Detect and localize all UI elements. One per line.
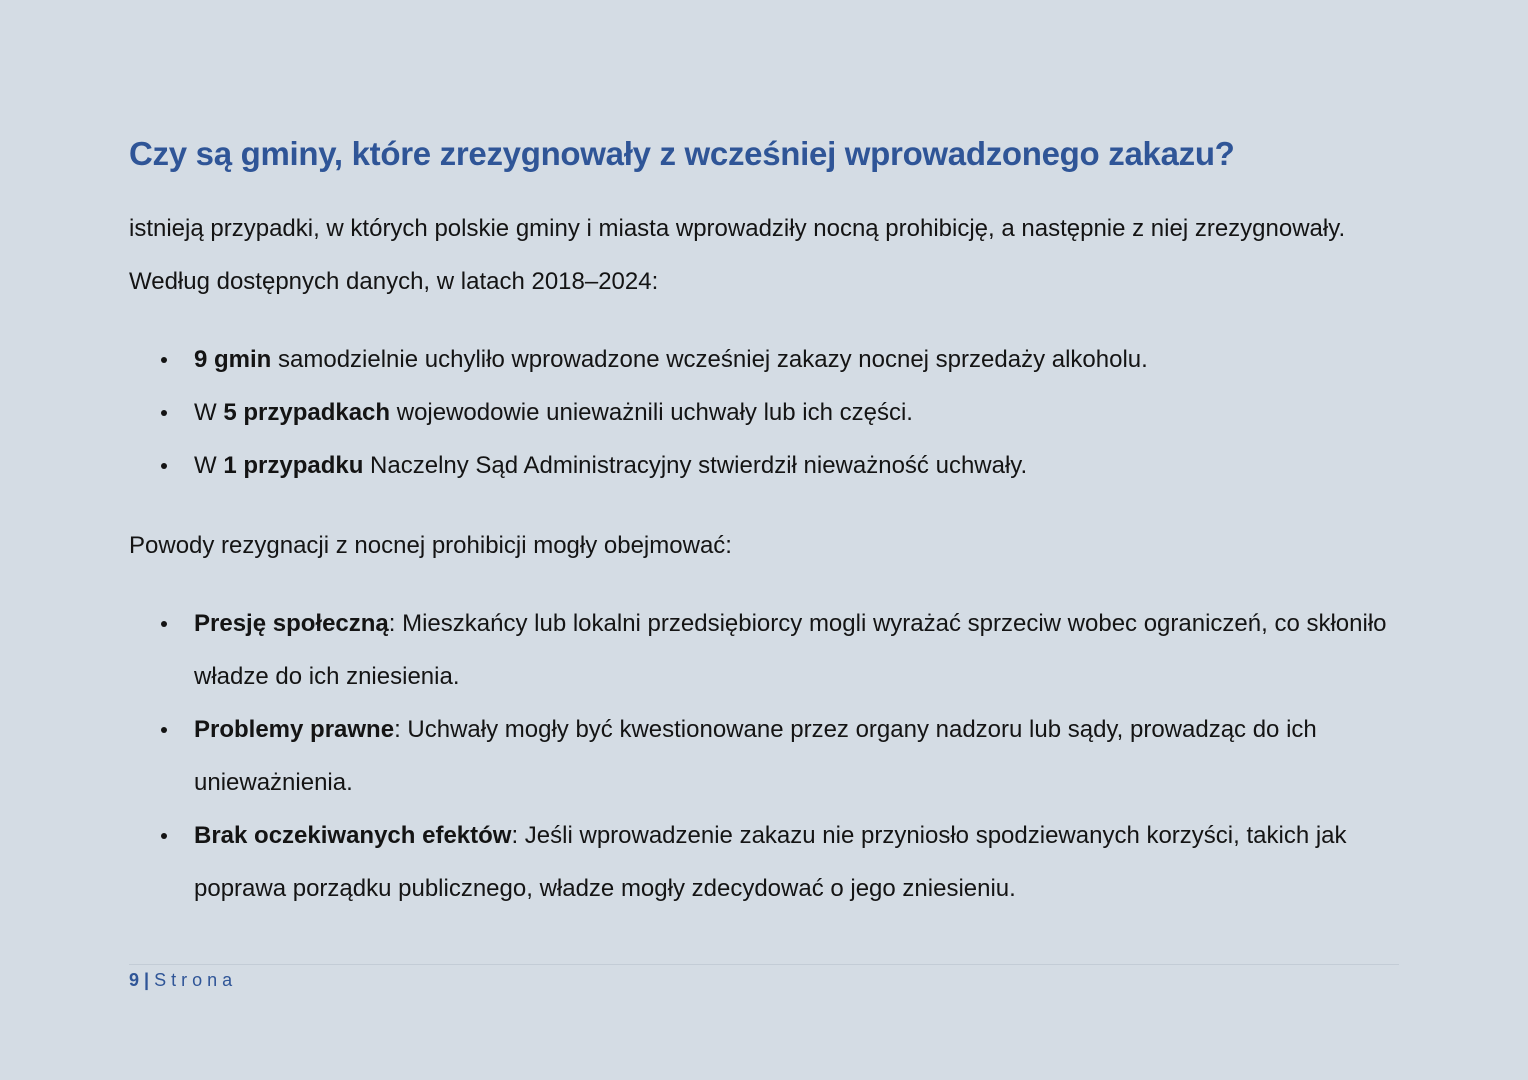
list-item	[129, 439, 1409, 492]
item-text: samodzielnie uchyliło wprowadzone wcześniej zakazy nocnej sprzedaży alkoholu.	[271, 346, 1148, 373]
reasons-intro: Powody rezygnacji z nocnej prohibicji mogły obejmować:	[129, 532, 732, 559]
footer-separator: |	[144, 970, 150, 990]
item-text: Naczelny Sąd Administracyjny stwierdził nieważność uchwały.	[363, 452, 1028, 479]
item-bold: Presję społeczną	[194, 610, 389, 637]
item-bold: Brak oczekiwanych efektów	[194, 822, 512, 849]
footer-label: Strona	[154, 970, 238, 990]
reasons-list	[129, 597, 1409, 915]
footer-divider	[129, 964, 1399, 965]
bullet-icon	[161, 410, 167, 416]
item-prefix: W	[194, 452, 224, 479]
item-prefix: W	[194, 399, 224, 426]
bullet-icon	[161, 463, 167, 469]
page-footer	[129, 968, 237, 992]
bullet-icon	[161, 357, 167, 363]
item-text: : Jeśli wprowadzenie zakazu nie przyniosło spodziewanych korzyści, takich jak poprawa porządku publicznego, władze mogły zdecydować o jego zniesieniu.	[194, 822, 1347, 902]
statistics-list	[129, 333, 1409, 492]
section-heading: Czy są gminy, które zrezygnowały z wcześniej wprowadzonego zakazu?	[129, 135, 1235, 172]
list-item	[129, 386, 1409, 439]
item-bold: 1 przypadku	[223, 452, 364, 479]
item-text: : Mieszkańcy lub lokalni przedsiębiorcy mogli wyrażać sprzeciw wobec ograniczeń, co skłoniło władze do ich zniesienia.	[194, 610, 1387, 690]
page-number: 9	[129, 970, 140, 990]
list-item	[129, 703, 1409, 809]
item-text: wojewodowie unieważnili uchwały lub ich części.	[390, 399, 913, 426]
bullet-icon	[161, 621, 167, 627]
list-item	[129, 333, 1409, 386]
bullet-icon	[161, 727, 167, 733]
item-bold: 5 przypadkach	[223, 399, 391, 426]
bullet-icon	[161, 833, 167, 839]
intro-paragraph: istnieją przypadki, w których polskie gminy i miasta wprowadziły nocną prohibicję, a następnie z niej zrezygnowały. Według dostępnych danych, w latach 2018–2024:	[129, 215, 1346, 295]
item-bold: Problemy prawne	[194, 716, 395, 743]
list-item	[129, 597, 1409, 703]
item-text: : Uchwały mogły być kwestionowane przez organy nadzoru lub sądy, prowadząc do ich unieważnienia.	[194, 716, 1317, 796]
item-bold: 9 gmin	[194, 346, 272, 373]
list-item	[129, 809, 1409, 915]
